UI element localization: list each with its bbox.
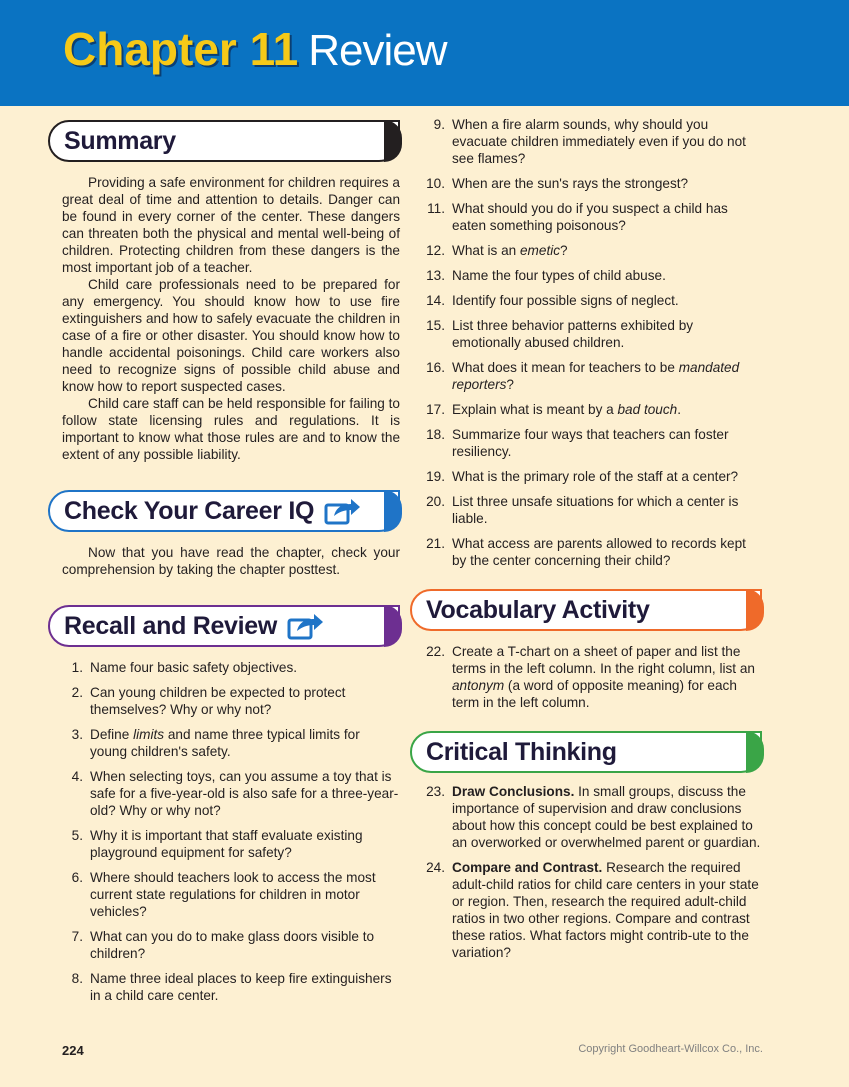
vocabulary-banner xyxy=(410,589,762,631)
question-item xyxy=(410,859,762,961)
question-number: 2. xyxy=(71,685,83,700)
question-number: 8. xyxy=(71,971,83,986)
question-number: 19. xyxy=(426,469,445,484)
career-iq-title: Check Your Career IQ xyxy=(64,496,315,525)
question-number: 7. xyxy=(71,929,83,944)
career-iq-text: Now that you have read the chapter, check your comprehension by taking the chapter posttest. xyxy=(62,545,400,577)
question-item xyxy=(48,869,400,920)
question-item xyxy=(410,242,762,259)
question-number: 12. xyxy=(426,243,445,258)
question-text: Name three ideal places to keep fire extinguishers in a child care center. xyxy=(90,971,392,1003)
question-number: 14. xyxy=(426,293,445,308)
question-item xyxy=(410,426,762,460)
question-number: 20. xyxy=(426,494,445,509)
summary-banner xyxy=(48,120,400,162)
summary-title: Summary xyxy=(64,126,176,155)
question-number: 6. xyxy=(71,870,83,885)
question-item xyxy=(410,468,762,485)
share-arrow-icon[interactable] xyxy=(287,611,325,641)
question-number: 22. xyxy=(426,644,445,659)
left-column xyxy=(48,120,400,1012)
critical-thinking-banner xyxy=(410,731,762,773)
question-text: Can young children be expected to protect themselves? Why or why not? xyxy=(90,685,346,717)
question-item xyxy=(48,768,400,819)
question-number: 21. xyxy=(426,536,445,551)
question-text: List three unsafe situations for which a center is liable. xyxy=(452,494,739,526)
chapter-number: Chapter 11 xyxy=(63,23,299,75)
question-item xyxy=(48,684,400,718)
question-item xyxy=(410,200,762,234)
question-item xyxy=(48,827,400,861)
question-text: When a fire alarm sounds, why should you evacuate children immediately even if you do not see flames? xyxy=(452,117,746,166)
career-iq-body xyxy=(48,544,400,578)
question-item xyxy=(410,292,762,309)
summary-paragraph: Providing a safe environment for children requires a great deal of time and attention to details. Danger can be found in every corner of the center. These dangers can threaten both the physical and mental well-being of children. Protecting children from these dangers is the most important job of a teacher. xyxy=(62,175,400,275)
chapter-review-label: Review xyxy=(308,26,447,75)
question-text: What is an emetic? xyxy=(452,243,568,258)
page-number: 224 xyxy=(62,1043,84,1058)
summary-paragraph: Child care professionals need to be prepared for any emergency. You should know how to use fire extinguishers and how to safely evacuate the children in case of a fire or other disaster. You should know how to handle accidental poisonings. Child care workers also need to recognize signs of possible child abuse and know how to report suspected cases. xyxy=(62,277,400,394)
question-item xyxy=(48,659,400,676)
question-item xyxy=(410,535,762,569)
recall-list-right xyxy=(410,116,762,569)
question-number: 11. xyxy=(427,201,445,216)
question-item xyxy=(410,267,762,284)
question-number: 1. xyxy=(71,660,83,675)
question-text: Draw Conclusions. In small groups, discuss the importance of supervision and draw conclusions about how this concept could be best explained to an overworked or overwhelmed parent or guardian. xyxy=(452,784,761,850)
question-number: 23. xyxy=(426,784,445,799)
question-text: When selecting toys, can you assume a toy that is safe for a five-year-old is also safe for a three-year-old? Why or why not? xyxy=(90,769,399,818)
question-number: 13. xyxy=(426,268,445,283)
question-text: Compare and Contrast. Research the required adult-child ratios for child care centers in your state or region. Then, research the required adult-child ratios in two other regions. Compare and contrast these ratios. What factors might contrib-ute to the variation? xyxy=(452,860,759,960)
summary-body xyxy=(48,174,400,463)
question-text: What access are parents allowed to records kept by the center concerning their child? xyxy=(452,536,746,568)
share-arrow-icon[interactable] xyxy=(324,496,362,526)
question-item xyxy=(410,401,762,418)
question-number: 15. xyxy=(426,318,445,333)
recall-review-banner[interactable] xyxy=(48,605,400,647)
question-text: Where should teachers look to access the most current state regulations for children in motor vehicles? xyxy=(90,870,376,919)
question-number: 4. xyxy=(71,769,83,784)
question-item xyxy=(410,783,762,851)
question-item xyxy=(410,317,762,351)
question-text: Define limits and name three typical limits for young children's safety. xyxy=(90,727,360,759)
question-item xyxy=(410,116,762,167)
chapter-title xyxy=(63,23,447,75)
question-text: List three behavior patterns exhibited by emotionally abused children. xyxy=(452,318,694,350)
question-text: Name four basic safety objectives. xyxy=(90,660,298,675)
vocabulary-title: Vocabulary Activity xyxy=(426,595,650,624)
question-number: 17. xyxy=(426,402,445,417)
question-item xyxy=(410,175,762,192)
question-number: 10. xyxy=(426,176,445,191)
question-text: Explain what is meant by a bad touch. xyxy=(452,402,681,417)
question-text: Why it is important that staff evaluate existing playground equipment for safety? xyxy=(90,828,363,860)
question-item xyxy=(410,643,762,711)
question-text: What can you do to make glass doors visible to children? xyxy=(90,929,375,961)
vocabulary-list xyxy=(410,643,762,711)
question-number: 18. xyxy=(426,427,445,442)
question-number: 16. xyxy=(426,360,445,375)
question-text: What is the primary role of the staff at a center? xyxy=(452,469,739,484)
question-item xyxy=(410,359,762,393)
question-text: Name the four types of child abuse. xyxy=(452,268,666,283)
copyright-notice: Copyright Goodheart-Willcox Co., Inc. xyxy=(578,1043,763,1055)
summary-paragraph: Child care staff can be held responsible for failing to follow state licensing rules and regulations. It is important to know what those rules are and to know the extent of any possible liability. xyxy=(62,396,400,462)
question-text: Identify four possible signs of neglect. xyxy=(452,293,679,308)
question-item xyxy=(48,928,400,962)
question-number: 9. xyxy=(433,117,445,132)
right-column xyxy=(410,116,762,969)
critical-thinking-list xyxy=(410,783,762,961)
critical-thinking-title: Critical Thinking xyxy=(426,737,617,766)
question-text: Summarize four ways that teachers can foster resiliency. xyxy=(452,427,729,459)
career-iq-banner[interactable] xyxy=(48,490,400,532)
chapter-header xyxy=(0,0,849,106)
question-text: What should you do if you suspect a child has eaten something poisonous? xyxy=(452,201,728,233)
question-number: 24. xyxy=(426,860,445,875)
question-item xyxy=(48,726,400,760)
question-text: Create a T-chart on a sheet of paper and list the terms in the left column. In the right column, list an antonym (a word of opposite meaning) for each term in the left column. xyxy=(452,644,755,710)
question-item xyxy=(410,493,762,527)
question-text: What does it mean for teachers to be mandated reporters? xyxy=(452,360,740,392)
recall-review-title: Recall and Review xyxy=(64,611,278,640)
question-number: 5. xyxy=(71,828,83,843)
recall-list-left xyxy=(48,659,400,1004)
question-item xyxy=(48,970,400,1004)
question-number: 3. xyxy=(71,727,83,742)
question-text: When are the sun's rays the strongest? xyxy=(452,176,689,191)
